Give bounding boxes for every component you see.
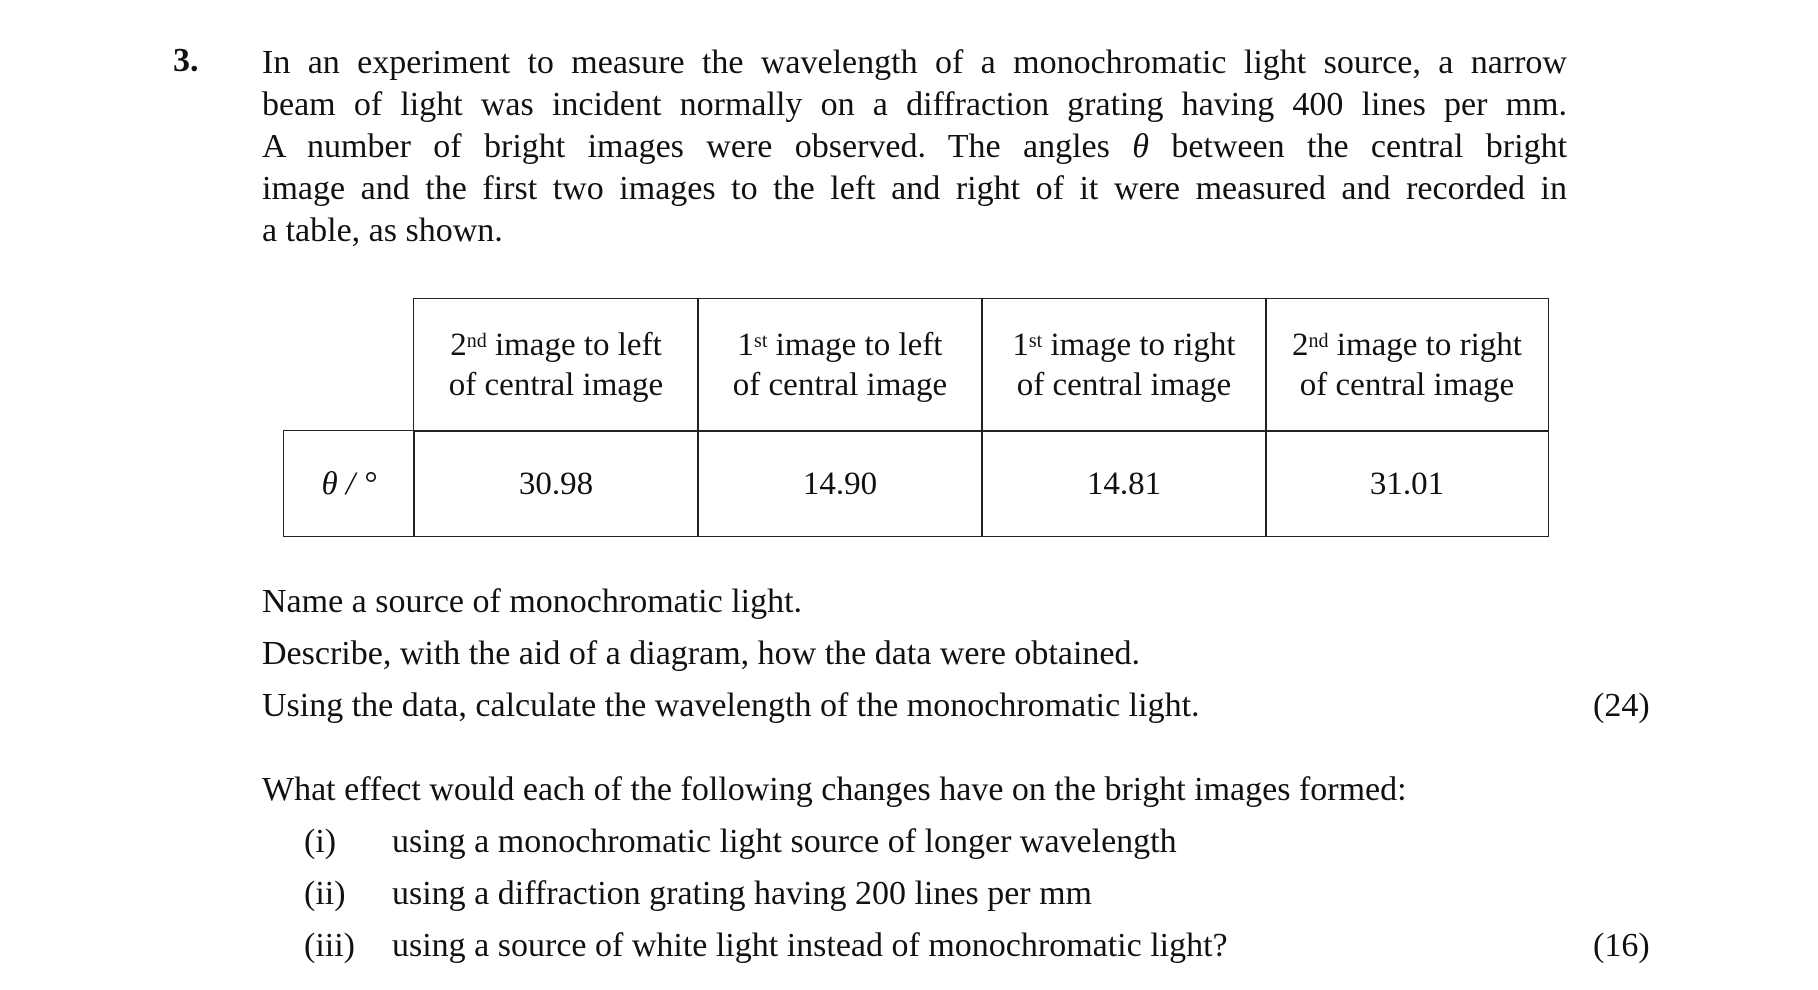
marks-part-a: (24) [1593,687,1650,724]
theta-symbol: θ [1132,128,1149,165]
header-line1: image to right [1328,327,1522,363]
header-line1: image to left [767,327,943,363]
ordinal-suffix: nd [1308,330,1329,352]
table-header-cell [697,298,983,432]
part-a-line-3: Using the data, calculate the wavelength of the monochromatic light. [262,687,1200,724]
intro-line-3a: A number of bright images were observed. The angles [262,128,1110,165]
table-cell: 14.90 [697,430,983,537]
header-line2: of central image [1299,367,1515,403]
header-line1: image to left [486,327,662,363]
question-intro [262,42,1567,252]
ordinal-suffix: nd [466,330,487,352]
header-line2: of central image [448,367,664,403]
ordinal-suffix: st [754,330,768,352]
intro-line-3b: between the central bright [1171,128,1568,165]
header-line1: image to right [1042,327,1236,363]
ordinal: 1 [1012,327,1029,363]
item-text: using a source of white light instead of monochromatic light? [392,927,1228,964]
intro-line-2: beam of light was incident normally on a diffraction grating having 400 lines per mm. [262,86,1567,123]
question-number: 3. [173,42,199,79]
ordinal: 1 [737,327,755,363]
part-a-line-2: Describe, with the aid of a diagram, how the data were obtained. [262,635,1141,672]
item-label: (i) [304,823,337,860]
part-a-line-1: Name a source of monochromatic light. [262,583,803,620]
ordinal: 2 [450,327,467,363]
item-label: (iii) [304,927,355,964]
intro-line-3 [262,126,1567,168]
table-header-cell [413,298,699,432]
intro-line-4: image and the first two images to the left and right of it were measured and recorded in [262,170,1567,207]
ordinal: 2 [1292,327,1309,363]
table-cell: 14.81 [981,430,1267,537]
intro-line-5: a table, as shown. [262,212,503,249]
header-line2: of central image [1016,367,1232,403]
table-header-cell [1265,298,1549,432]
item-text: using a monochromatic light source of longer wavelength [392,823,1177,860]
header-line2: of central image [732,367,948,403]
table-header-cell [981,298,1267,432]
table-cell: 31.01 [1265,430,1549,537]
table-cell: 30.98 [413,430,699,537]
item-label: (ii) [304,875,346,912]
intro-line-1: In an experiment to measure the wavelength of a monochromatic light source, a narrow [262,44,1567,81]
ordinal-suffix: st [1028,330,1043,352]
part-b-stem: What effect would each of the following changes have on the bright images formed: [262,771,1407,808]
table-row-label: θ / ° [283,430,415,537]
marks-part-b: (16) [1593,927,1650,964]
item-text: using a diffraction grating having 200 lines per mm [392,875,1093,912]
